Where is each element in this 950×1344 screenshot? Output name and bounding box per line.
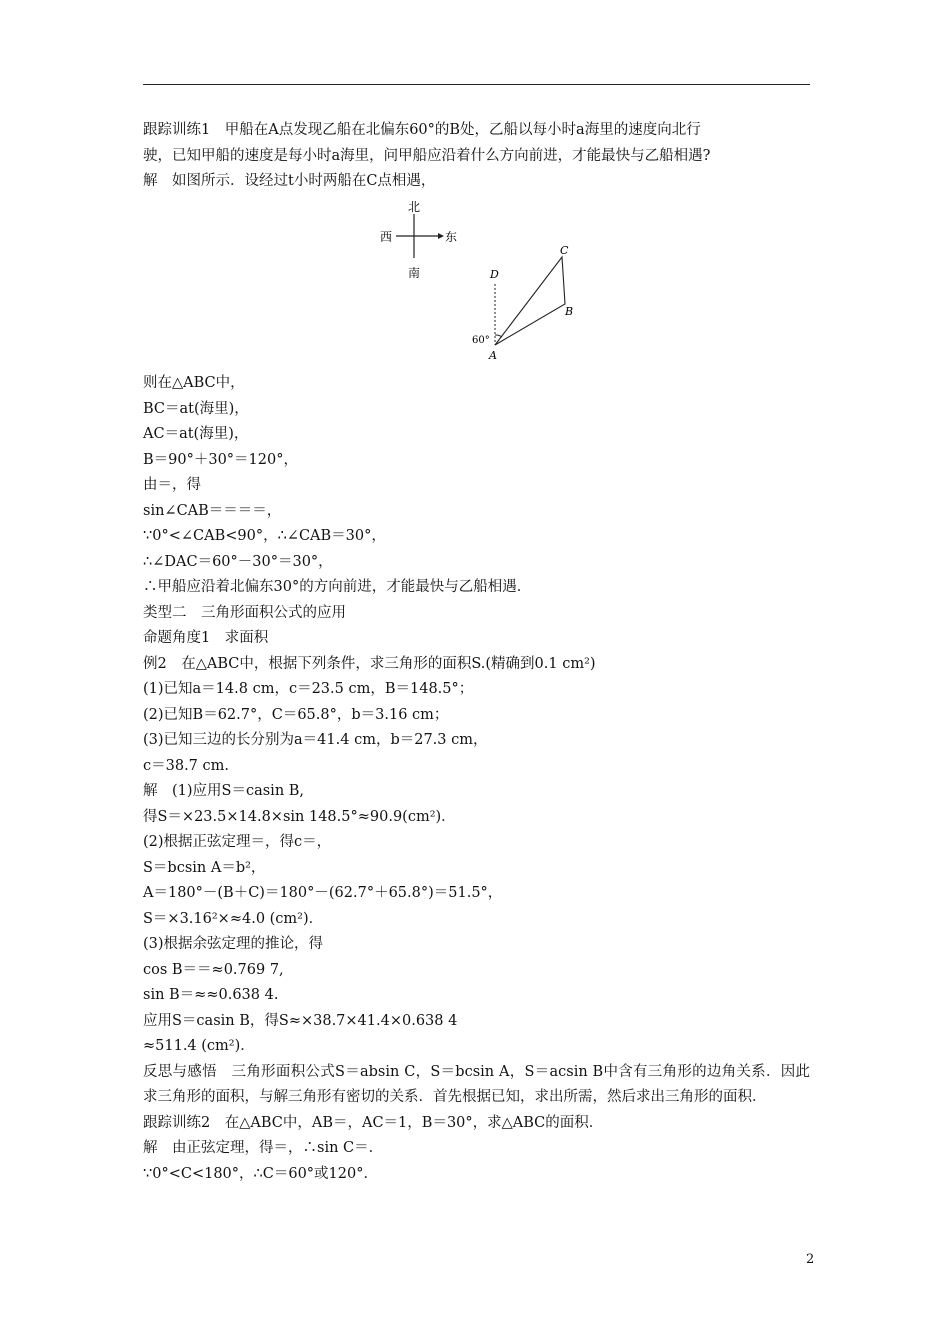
text-line: (2)根据正弦定理＝，得c＝， <box>143 834 332 850</box>
compass-north-label: 北 <box>408 200 421 214</box>
text-line: ∴甲船应沿着北偏东30°的方向前进，才能最快与乙船相遇． <box>143 579 532 595</box>
text-line: S＝bcsin A＝b²， <box>143 859 266 876</box>
text-line: (2)已知B＝62.7°，C＝65.8°，b＝3.16 cm； <box>143 706 449 723</box>
section-heading: 类型二 三角形面积公式的应用 <box>143 604 346 621</box>
text-line: (1)已知a＝14.8 cm，c＝23.5 cm，B＝148.5°； <box>143 681 474 697</box>
text-line: ∵0°<C<180°，∴C＝60°或120°． <box>143 1165 378 1182</box>
text-line: 则在△ABC中， <box>143 375 245 391</box>
text-line: 得S＝×23.5×14.8×sin 148.5°≈90.9(cm²)． <box>143 808 456 825</box>
compass-west-label: 西 <box>380 230 393 244</box>
text-line: S＝×3.16²×≈4.0 (cm²)． <box>143 910 324 927</box>
text-line: (3)已知三边的长分别为a＝41.4 cm，b＝27.3 cm， <box>143 732 488 748</box>
page-number: 2 <box>806 1252 815 1267</box>
text-line: 解 由正弦定理，得＝，∴sin C＝． <box>143 1140 384 1156</box>
compass-diagram <box>378 198 458 284</box>
text-line: c＝38.7 cm. <box>143 757 229 774</box>
compass-south-label: 南 <box>408 266 421 280</box>
text-line: ∴∠DAC＝60°－30°＝30°， <box>143 553 333 570</box>
text-line: cos B＝＝≈0.769 7, <box>143 961 284 978</box>
text-line: sin B＝≈≈0.638 4. <box>143 987 279 1003</box>
point-b-label: B <box>565 305 574 318</box>
header-rule <box>143 84 810 85</box>
text-line: 驶，已知甲船的速度是每小时a海里，问甲船应沿着什么方向前进，才能最快与乙船相遇? <box>143 147 711 164</box>
compass-east-label: 东 <box>445 230 458 244</box>
text-line: B＝90°＋30°＝120°， <box>143 451 298 468</box>
triangle-figure <box>468 240 578 368</box>
text-line: ≈511.4 (cm²)． <box>143 1038 255 1054</box>
point-d-label: D <box>490 268 499 281</box>
reflection-paragraph: 反思与感悟 三角形面积公式S＝absin C，S＝bcsin A，S＝acsin B中含有三角形的边角关系．因此求三角形的面积，与解三角形有密切的关系．首先根据已知，求出所需，然后求出三角形的面积． <box>143 1063 810 1105</box>
text-line: (3)根据余弦定理的推论，得 <box>143 936 324 952</box>
text-line: ∵0°<∠CAB<90°，∴∠CAB＝30°， <box>143 528 386 544</box>
text-line: 跟踪训练2 在△ABC中，AB＝，AC＝1，B＝30°，求△ABC的面积． <box>143 1114 604 1131</box>
text-line: BC＝at(海里)， <box>143 400 249 417</box>
text-line: 解 如图所示．设经过t小时两船在C点相遇， <box>143 173 436 189</box>
text-line: A＝180°－(B＋C)＝180°－(62.7°＋65.8°)＝51.5°， <box>143 885 503 901</box>
text-line: 例2 在△ABC中，根据下列条件，求三角形的面积S.(精确到0.1 cm²) <box>143 655 596 672</box>
angle-label: 60° <box>472 335 490 346</box>
point-a-label: A <box>489 349 497 362</box>
text-line: sin∠CAB＝＝＝＝， <box>143 502 282 519</box>
text-line: 由＝，得 <box>143 477 201 493</box>
point-c-label: C <box>560 244 569 257</box>
solution-text <box>143 371 810 1187</box>
text-line: 解 (1)应用S＝casin B, <box>143 783 305 799</box>
text-line: 跟踪训练1 甲船在A点发现乙船在北偏东60°的B处，乙船以每小时a海里的速度向北行 <box>143 122 701 138</box>
subsection-heading: 命题角度1 求面积 <box>143 630 269 646</box>
text-line: 应用S＝casin B，得S≈×38.7×41.4×0.638 4 <box>143 1012 458 1029</box>
text-line: AC＝at(海里)， <box>143 426 249 442</box>
problem-text-top <box>143 118 810 195</box>
